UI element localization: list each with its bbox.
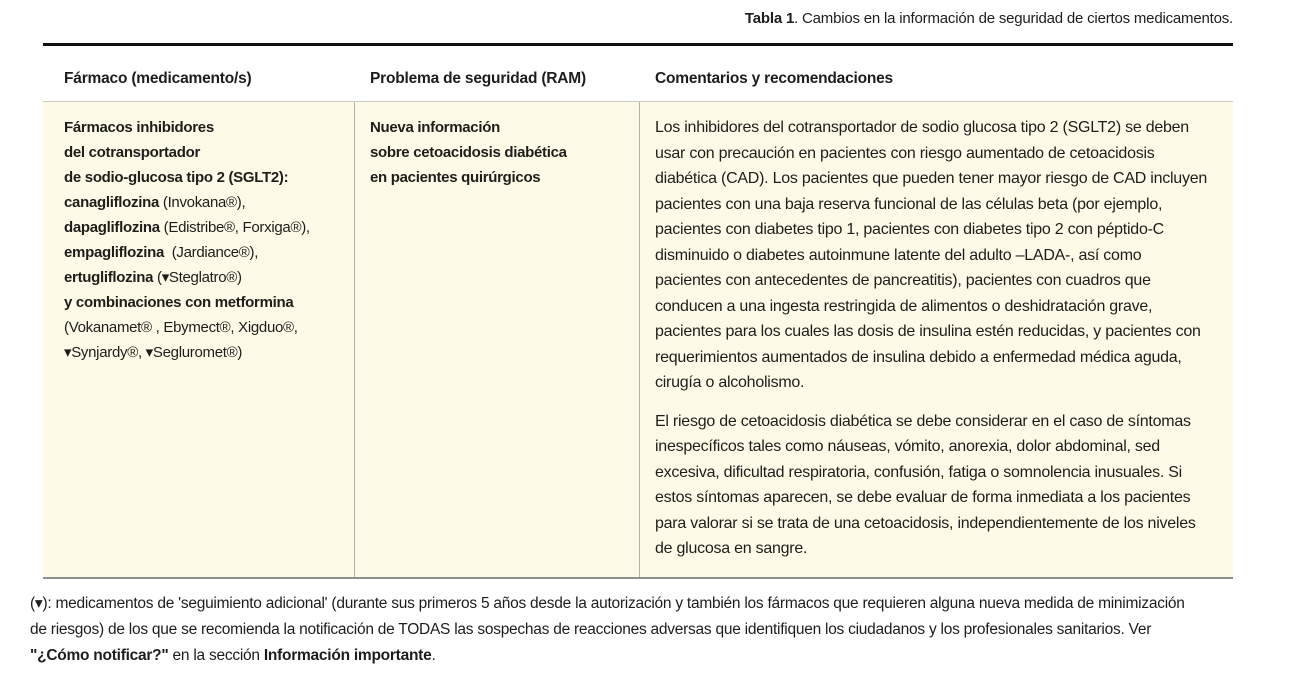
- safety-changes-table: [43, 43, 1233, 579]
- header-comentarios: Comentarios y recomendaciones: [655, 70, 893, 87]
- table-row: [43, 102, 1233, 579]
- cell-comentarios: Los inhibidores del cotransportador de sodio glucosa tipo 2 (SGLT2) se deben usar con precaución en pacientes con riesgo aumentado de cetoacidosis diabética (CAD). Los pacientes que pueden tener mayor riesgo de CAD incluyen pacientes con una baja reserva funcional de las células beta (por ejemplo, pacientes con diabetes tipo 1, pacientes con diabetes tipo 2 con péptido-C disminuido o diabetes autoinmune latente del adulto –LADA-, así como pacientes con antecedentes de pancreatitis), pacientes con cuadros que conducen a una ingesta restringida de alimentos o deshidratación grave, pacientes para los cuales las dosis de insulina estén reducidas, y pacientes con requerimientos aumentados de insulina debido a enfermedad médica aguda, cirugía o alcoholismo. El riesgo de cetoacidosis diabética se debe considerar en el caso de síntomas inespecíficos tales como náuseas, vómito, anorexia, dolor abdominal, sed excesiva, dificultad respiratoria, confusión, fatiga o somnolencia inusuales. Si estos síntomas aparecen, se debe evaluar de forma inmediata a los pacientes para valorar si se trata de una cetoacidosis, independientemente de los niveles de glucosa en sangre.: [655, 119, 1207, 557]
- table-caption: [745, 10, 1233, 27]
- cell-problema-seguridad: Nueva información sobre cetoacidosis diabética en pacientes quirúrgicos: [355, 102, 640, 577]
- header-problema-seguridad: Problema de seguridad (RAM): [370, 70, 586, 87]
- header-farmaco: Fármaco (medicamento/s): [64, 70, 252, 87]
- additional-monitoring-footnote: (▾): medicamentos de 'seguimiento adicional' (durante sus primeros 5 años desde la autorización y también los fármacos que requieren alguna nueva medida de minimización de riesgos) de los que se recomienda la notificación de TODAS las sospechas de reacciones adversas que identifiquen los ciudadanos y los profesionales sanitarios. Ver "¿Cómo notificar?" en la sección Información importante.: [30, 595, 1185, 664]
- table-header-row: [43, 46, 1233, 102]
- table-caption-label: Tabla 1: [744, 10, 795, 27]
- cell-farmaco: Fármacos inhibidores del cotransportador de sodio-glucosa tipo 2 (SGLT2): canagliflozina (Invokana®), dapagliflozina (Edistribe®, Forxiga®), empagliflozina (Jardiance®), ertugliflozina (▾Steglatro®) y combinaciones con metformina (Vokanamet® , Ebymect®, Xigduo®, ▾Synjardy®, ▾Segluromet®): [43, 102, 355, 577]
- table-caption-text: . Cambios en la información de seguridad de ciertos medicamentos.: [794, 10, 1233, 27]
